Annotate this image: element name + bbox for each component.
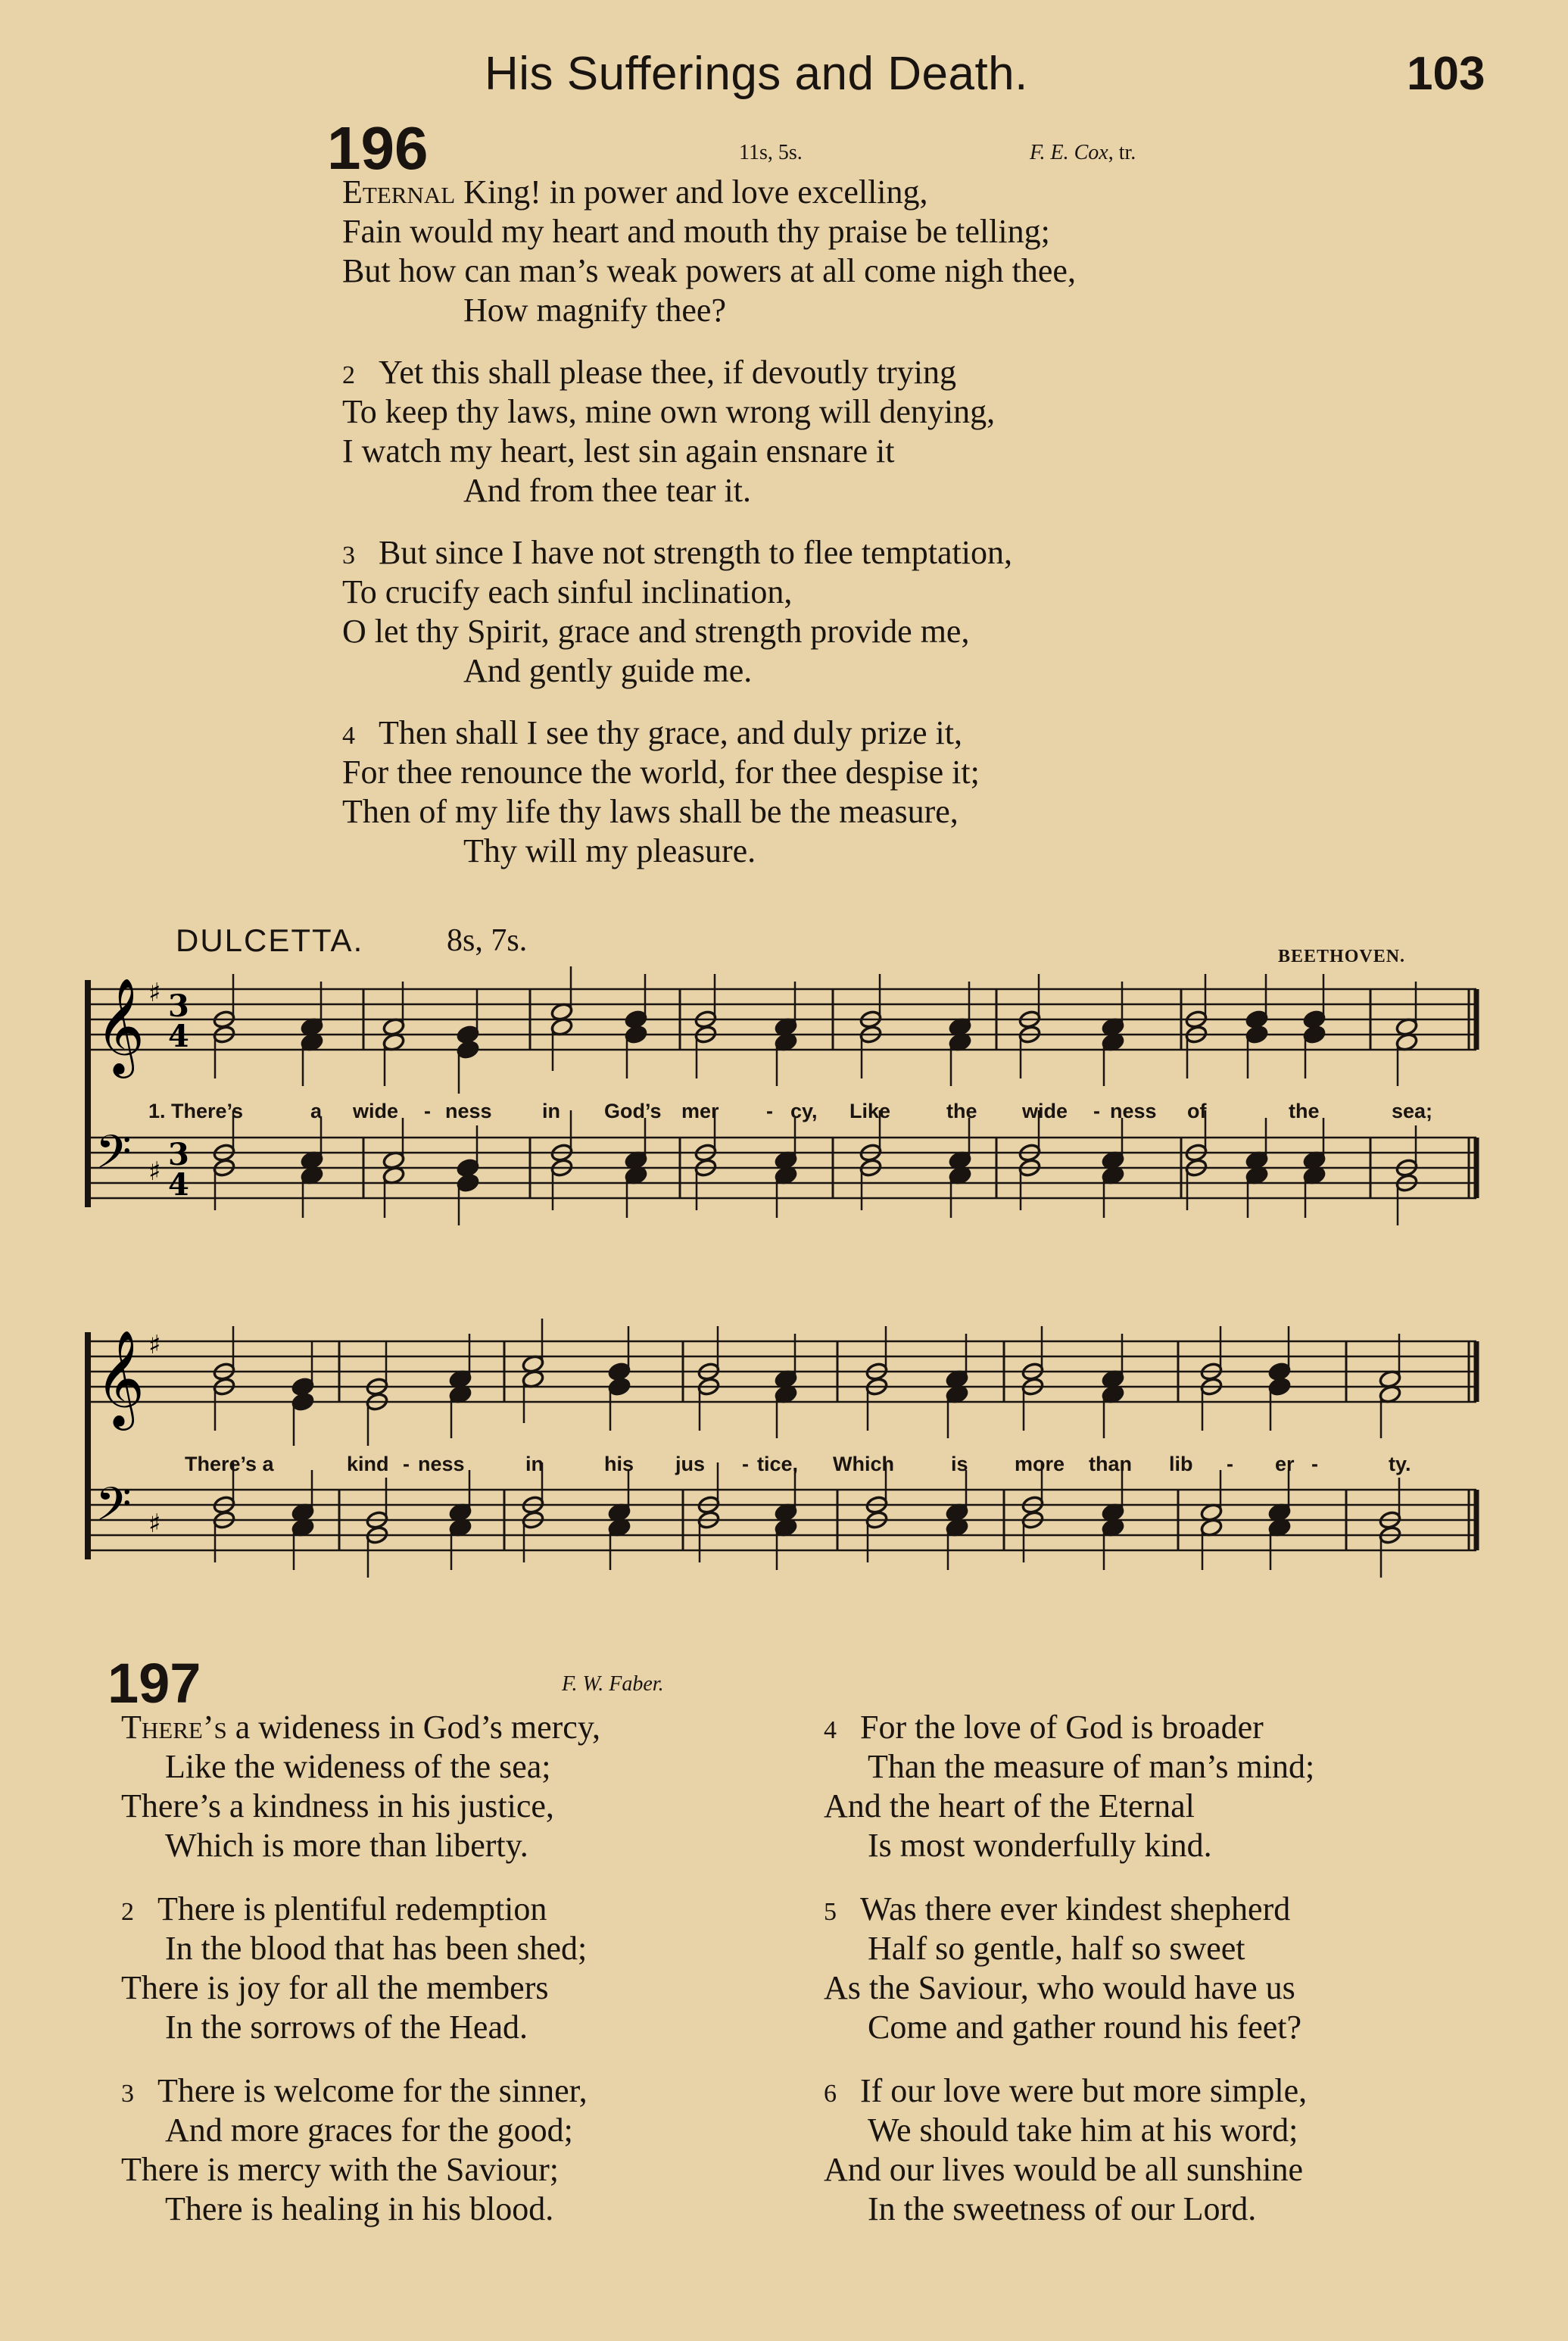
- stanza: [824, 1708, 1314, 1865]
- lyric-syllable: -: [403, 1453, 410, 1475]
- line-text: How magnify thee?: [463, 292, 726, 329]
- line-text: For thee renounce the world, for thee despise it;: [342, 754, 980, 791]
- stanza: [121, 1890, 600, 2047]
- lyric-syllable: in: [525, 1453, 544, 1475]
- lyric-syllable: wide: [353, 1100, 399, 1122]
- lyric-syllable: wide: [1022, 1100, 1068, 1122]
- lyric-syllable: more: [1015, 1453, 1065, 1475]
- verse-line: [342, 651, 1076, 691]
- running-head: His Sufferings and Death.: [485, 48, 1028, 100]
- lyric-syllable: -: [424, 1100, 431, 1122]
- verse-line: [121, 1747, 600, 1787]
- hymn-196-text: [342, 173, 1076, 894]
- lyric-syllable: God’s: [604, 1100, 662, 1122]
- verse-line: [824, 2111, 1314, 2150]
- sharp-icon: ♯: [148, 1156, 161, 1187]
- lyric-syllable: Which: [833, 1453, 894, 1475]
- line-text: And more graces for the good;: [165, 2112, 573, 2149]
- hymn-197-left-column: [121, 1708, 600, 2253]
- lyric-syllable: than: [1089, 1453, 1132, 1475]
- hymn-196-meter: 11s, 5s.: [739, 141, 803, 164]
- line-text: For the love of God is broader: [860, 1709, 1264, 1746]
- stanza: [342, 533, 1076, 691]
- line-text: And gently guide me.: [463, 652, 753, 689]
- note-head: [1245, 1025, 1269, 1044]
- line-text: There’s a kindness in his justice,: [121, 1787, 554, 1824]
- notes: [213, 1319, 1402, 1578]
- line-text: Was there ever kindest shepherd: [860, 1890, 1291, 1927]
- line-text: To crucify each sinful inclination,: [342, 573, 793, 610]
- sharp-icon: ♯: [148, 978, 161, 1008]
- verse-line: [342, 753, 1076, 792]
- verse-line: [342, 291, 1076, 330]
- verse-line: [121, 1787, 600, 1826]
- verse-line: [342, 792, 1076, 832]
- lyric-syllable: Like: [849, 1100, 891, 1122]
- note-head: [1268, 1377, 1292, 1397]
- lyric-syllable: is: [951, 1453, 968, 1475]
- lyric-syllable: ness: [445, 1100, 492, 1122]
- tune-name: DULCETTA.: [176, 922, 364, 958]
- line-text: Yet this shall please thee, if devoutly trying: [379, 354, 956, 391]
- lyric-syllable: his: [604, 1453, 634, 1475]
- lyric-syllable: ness: [1110, 1100, 1157, 1122]
- verse-line: [342, 533, 1076, 573]
- lyric-syllable: -: [1093, 1100, 1100, 1122]
- line-text: There is plentiful redemption: [157, 1890, 547, 1927]
- score-system-1: [0, 962, 1568, 1295]
- line-text: Than the measure of man’s mind;: [868, 1748, 1315, 1785]
- line-text: Then shall I see thy grace, and duly prize it,: [379, 714, 962, 751]
- verse-line: [121, 1968, 600, 2008]
- composer: BEETHOVEN.: [1278, 947, 1406, 966]
- line-text: Come and gather round his feet?: [868, 2009, 1302, 2046]
- stanza-number: 2: [121, 1898, 134, 1926]
- line-text: Fain would my heart and mouth thy praise be telling;: [342, 213, 1050, 250]
- line-text: King! in power and love excelling,: [455, 173, 928, 211]
- hymn-number-197: 197: [108, 1652, 201, 1715]
- stanza: [824, 1890, 1314, 2047]
- lyric-syllable: er: [1275, 1453, 1295, 1475]
- lyric-syllable: cy,: [790, 1100, 818, 1122]
- stanza-number: 4: [342, 722, 355, 750]
- page-number: 103: [1407, 48, 1485, 100]
- stanza-number: 4: [824, 1716, 837, 1744]
- sharp-icon: ♯: [148, 1330, 161, 1360]
- hymn-197-author: F. W. Faber.: [562, 1672, 664, 1696]
- lyric-syllable: -: [1227, 1453, 1233, 1475]
- verse-line: [824, 2071, 1314, 2111]
- lyric-syllable: a: [310, 1100, 323, 1122]
- time-signature: 3: [168, 1137, 189, 1172]
- verse-line: [342, 832, 1076, 871]
- line-text: And from thee tear it.: [463, 472, 751, 509]
- verse-line: [824, 1826, 1314, 1865]
- line-text: As the Saviour, who would have us: [824, 1969, 1295, 2006]
- lyric-syllable: ty.: [1389, 1453, 1411, 1475]
- line-text: In the sweetness of our Lord.: [868, 2190, 1257, 2227]
- verse-line: [342, 612, 1076, 651]
- note-head: [625, 1025, 648, 1044]
- verse-line: [121, 2008, 600, 2047]
- stanza: [342, 173, 1076, 330]
- stanza: [121, 1708, 600, 1865]
- note-head: [291, 1392, 315, 1412]
- line-text: O let thy Spirit, grace and strength provide me,: [342, 613, 970, 650]
- line-text: In the sorrows of the Head.: [165, 2009, 528, 2046]
- verse-line: [342, 392, 1076, 432]
- lyric-syllable: -: [1311, 1453, 1318, 1475]
- lyric-syllable: -: [766, 1100, 773, 1122]
- line-text: And the heart of the Eternal: [824, 1787, 1195, 1824]
- lyric-syllable: ness: [418, 1453, 465, 1475]
- verse-line: [824, 1929, 1314, 1968]
- lyric-syllable: the: [1289, 1100, 1320, 1122]
- hymn-197-right-column: [824, 1708, 1314, 2253]
- lyric-syllable: mer: [681, 1100, 719, 1122]
- verse-line: [121, 2150, 600, 2190]
- verse-line: [121, 2071, 600, 2111]
- line-text: In the blood that has been shed;: [165, 1930, 588, 1967]
- treble-clef-icon: 𝄞: [95, 1329, 145, 1426]
- stanza: [824, 2071, 1314, 2229]
- verse-line: [121, 2190, 600, 2229]
- verse-line: [121, 1890, 600, 1929]
- line-text: Thy will my pleasure.: [463, 832, 756, 869]
- stanza-number: 6: [824, 2080, 837, 2108]
- verse-line: [121, 1708, 600, 1747]
- lyric-syllable: jus: [675, 1453, 706, 1475]
- line-text: But since I have not strength to flee temptation,: [379, 534, 1013, 571]
- stanza: [342, 353, 1076, 510]
- stanza-number: 5: [824, 1898, 837, 1926]
- lyric-syllable: kind: [347, 1453, 389, 1475]
- line-text: There is welcome for the sinner,: [157, 2072, 588, 2109]
- lyric-syllable: sea;: [1392, 1100, 1433, 1122]
- verse-line: [824, 2008, 1314, 2047]
- note-head: [608, 1377, 631, 1397]
- verse-line: [342, 573, 1076, 612]
- verse-line: [121, 2111, 600, 2150]
- stanza-number: 3: [121, 2080, 134, 2108]
- time-signature: 4: [168, 1167, 189, 1203]
- time-signature: 3: [168, 988, 189, 1024]
- line-text: There is mercy with the Saviour;: [121, 2151, 559, 2188]
- verse-line: [342, 212, 1076, 251]
- verse-line: [342, 713, 1076, 753]
- verse-line: [824, 1747, 1314, 1787]
- line-text: To keep thy laws, mine own wrong will denying,: [342, 393, 996, 430]
- verse-line: [824, 2150, 1314, 2190]
- sharp-icon: ♯: [148, 1509, 161, 1539]
- first-word: There’s: [121, 1709, 227, 1746]
- line-text: a wideness in God’s mercy,: [226, 1709, 600, 1746]
- stanza-number: 3: [342, 542, 355, 570]
- line-text: There is healing in his blood.: [165, 2190, 554, 2227]
- verse-line: [342, 432, 1076, 471]
- line-text: And our lives would be all sunshine: [824, 2151, 1304, 2188]
- verse-line: [824, 1890, 1314, 1929]
- first-word: Eternal: [342, 173, 456, 211]
- lyric-syllable: in: [542, 1100, 560, 1122]
- verse-line: [824, 1968, 1314, 2008]
- note-head: [1303, 1025, 1326, 1044]
- score-system-2: [0, 1314, 1568, 1647]
- lyric-syllable: 1. There’s: [148, 1100, 244, 1122]
- lyric-syllable: the: [946, 1100, 977, 1122]
- tune-meter: 8s, 7s.: [447, 923, 528, 958]
- line-text: We should take him at his word;: [868, 2112, 1298, 2149]
- line-text: Then of my life thy laws shall be the measure,: [342, 793, 959, 830]
- lyric-syllable: of: [1187, 1100, 1207, 1122]
- hymn-number-196: 196: [327, 114, 429, 182]
- line-text: If our love were but more simple,: [860, 2072, 1308, 2109]
- treble-clef-icon: 𝄞: [95, 977, 145, 1074]
- line-text: Like the wideness of the sea;: [165, 1748, 551, 1785]
- verse-line: [342, 471, 1076, 510]
- hymn-196-author: F. E. Cox, tr.: [1030, 141, 1136, 164]
- stanza: [121, 2071, 600, 2229]
- notes: [213, 966, 1419, 1225]
- verse-line: [342, 251, 1076, 291]
- verse-line: [342, 353, 1076, 392]
- line-text: Half so gentle, half so sweet: [868, 1930, 1245, 1967]
- stanza-number: 2: [342, 361, 355, 389]
- line-text: Is most wonderfully kind.: [868, 1827, 1212, 1864]
- line-text: Which is more than liberty.: [165, 1827, 528, 1864]
- lyrics-system-2: [0, 1453, 1568, 1480]
- note-head: [457, 1173, 480, 1193]
- verse-line: [121, 1929, 600, 1968]
- lyric-syllable: lib: [1169, 1453, 1193, 1475]
- verse-line: [824, 1787, 1314, 1826]
- bass-clef-icon: 𝄢: [95, 1125, 132, 1191]
- note-head: [457, 1040, 480, 1060]
- lyric-syllable: There’s a: [185, 1453, 274, 1475]
- time-signature: 4: [168, 1019, 189, 1054]
- lyric-syllable: tice,: [757, 1453, 799, 1475]
- lyric-syllable: -: [742, 1453, 749, 1475]
- line-text: I watch my heart, lest sin again ensnare it: [342, 432, 895, 470]
- verse-line: [824, 1708, 1314, 1747]
- lyrics-system-1: [0, 1100, 1568, 1127]
- line-text: There is joy for all the members: [121, 1969, 549, 2006]
- stanza: [342, 713, 1076, 871]
- verse-line: [342, 173, 1076, 212]
- line-text: But how can man’s weak powers at all come nigh thee,: [342, 252, 1076, 289]
- verse-line: [824, 2190, 1314, 2229]
- bass-clef-icon: 𝄢: [95, 1478, 132, 1543]
- verse-line: [121, 1826, 600, 1865]
